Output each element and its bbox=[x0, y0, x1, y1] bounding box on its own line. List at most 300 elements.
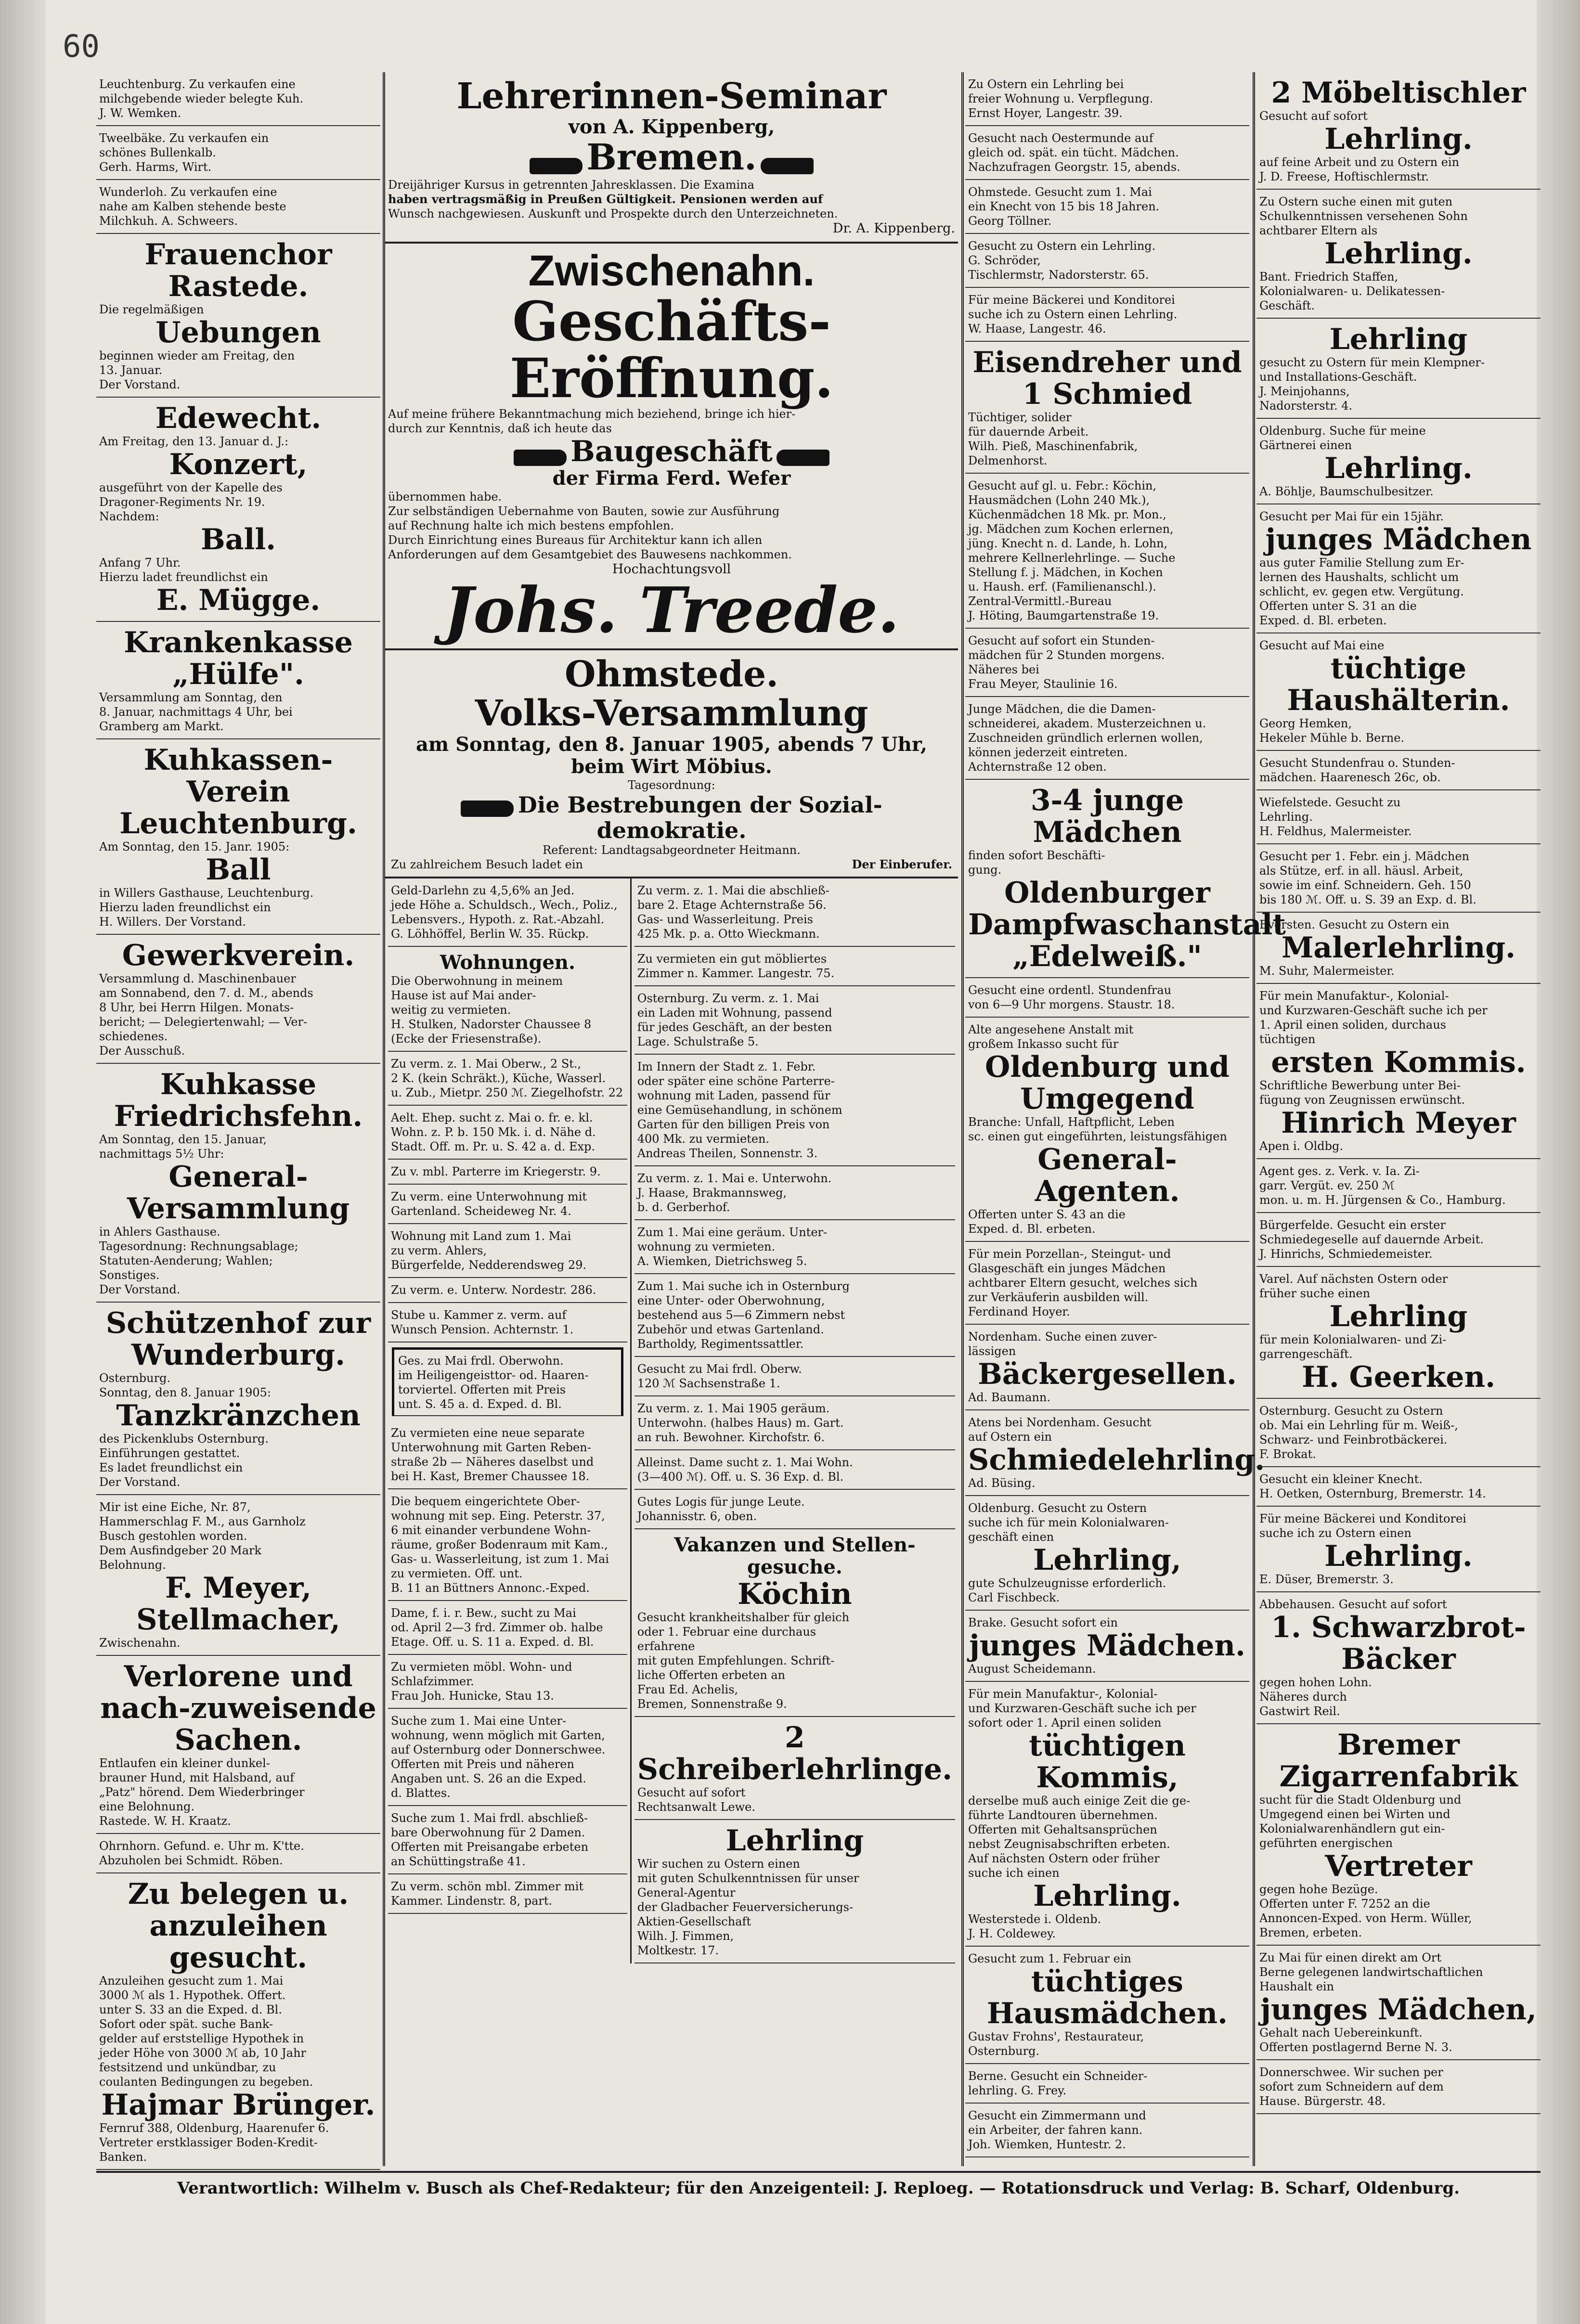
ad-line: Joh. Wiemken, Huntestr. 2. bbox=[968, 2138, 1126, 2151]
ad-line: Moltkestr. 17. bbox=[637, 1944, 719, 1958]
ad-line: früher suche einen bbox=[1259, 1287, 1371, 1300]
ohmstede-place: Ohmstede. bbox=[564, 653, 779, 695]
classified-ad bbox=[1256, 1213, 1541, 1267]
classified-ad bbox=[96, 622, 380, 739]
classified-ad bbox=[965, 1496, 1249, 1611]
ad-line: beginnen wieder am Freitag, den bbox=[99, 349, 295, 362]
ad-line: Hierzu laden freundlichst ein bbox=[99, 901, 271, 914]
column-2-right bbox=[630, 878, 958, 1963]
ad-line: Wir suchen zu Ostern einen bbox=[637, 1857, 800, 1871]
ad-line: an Schüttingstraße 41. bbox=[391, 1855, 526, 1869]
ad-signature: E. Mügge. bbox=[156, 583, 321, 617]
ad-line: Für meine Bäckerei und Konditorei bbox=[968, 293, 1175, 307]
classified-ad bbox=[635, 947, 955, 986]
ad-headline: Lehrling. bbox=[1324, 452, 1473, 485]
ad-line: Wohnung mit Land zum 1. Mai bbox=[391, 1229, 571, 1243]
classified-ad bbox=[96, 1834, 380, 1873]
ad-line: Gesucht auf sofort ein Stunden- bbox=[968, 634, 1155, 647]
ad-line: nebst Zeugnisabschriften erbeten. bbox=[968, 1837, 1170, 1851]
ad-line: Zu verm. z. 1. Mai die abschließ- bbox=[637, 884, 829, 898]
ad-line: Bant. Friedrich Staffen, bbox=[1259, 270, 1399, 284]
ad-title: Edewecht. bbox=[155, 401, 322, 435]
classified-ad bbox=[965, 1682, 1249, 1947]
ad-line: suche ich zu Ostern einen bbox=[1259, 1526, 1412, 1540]
classified-ad bbox=[388, 1421, 627, 1489]
seminar-line: haben vertragsmäßig in Preußen Gültigkeit. Pensionen werden auf bbox=[388, 192, 823, 206]
ad-line: achtbarer Eltern als bbox=[1259, 224, 1378, 237]
ad-line: Abzuholen bei Schmidt. Röben. bbox=[99, 1854, 283, 1867]
ad-line: Unterwohnung mit Garten Reben- bbox=[391, 1441, 591, 1455]
ad-line: mit guten Empfehlungen. Schrift- bbox=[637, 1654, 835, 1668]
ad-line: Gustav Frohns', Restaurateur, bbox=[968, 2030, 1144, 2043]
ad-line: Zu verm. z. 1. Mai Oberw., 2 St., bbox=[391, 1057, 582, 1071]
ad-line: J. Meinjohanns, bbox=[1259, 385, 1350, 398]
ad-line: Exped. d. Bl. erbeten. bbox=[1259, 614, 1387, 627]
classified-ad bbox=[965, 2064, 1249, 2104]
ad-headline: Ball. bbox=[200, 523, 276, 556]
ad-line: Delmenhorst. bbox=[968, 454, 1048, 467]
classified-ad bbox=[635, 1450, 955, 1490]
ad-line: Offerten unter F. 7252 an die bbox=[1259, 1897, 1430, 1911]
ad-headline: Lehrling. bbox=[1033, 1879, 1181, 1913]
classified-ad bbox=[965, 126, 1249, 180]
ad-line: auf Ostern ein bbox=[968, 1430, 1052, 1444]
ad-line: Die bequem eingerichtete Ober- bbox=[391, 1495, 580, 1509]
seminar-city: Bremen. bbox=[586, 137, 757, 179]
ad-line: Oldenburg. Gesucht zu Ostern bbox=[968, 1501, 1147, 1515]
ad-line: erfahrene bbox=[637, 1640, 695, 1653]
classified-ad bbox=[1256, 844, 1541, 913]
ad-line: Kolonialwarenhändlern gut ein- bbox=[1259, 1822, 1445, 1835]
pointing-hand-icon bbox=[761, 158, 814, 174]
classified-ad bbox=[388, 1160, 627, 1185]
ad-line: Berne gelegenen landwirtschaftlichen bbox=[1259, 1965, 1483, 1979]
ad-line: Alleinst. Dame sucht z. 1. Mai Wohn. bbox=[637, 1456, 853, 1470]
ad-line: Offerten mit Preisangabe erbeten bbox=[391, 1840, 589, 1854]
ad-line: u. Zub., Mietpr. 250 ℳ. Ziegelhofstr. 22 bbox=[391, 1086, 623, 1100]
ad-line: 3000 ℳ als 1. Hypothek. Offert. bbox=[99, 1988, 286, 2002]
ad-line: 6 mit einander verbundene Wohn- bbox=[391, 1524, 591, 1537]
ad-line: Gastwirt Reil. bbox=[1259, 1704, 1340, 1718]
ad-headline: Lehrling bbox=[725, 1824, 864, 1858]
ad-line: mit guten Schulkenntnissen für unser bbox=[637, 1872, 859, 1885]
classified-ad bbox=[96, 1303, 380, 1495]
ad-line: M. Suhr, Malermeister. bbox=[1259, 964, 1395, 978]
ad-line: bis 180 ℳ. Off. u. S. 39 an Exp. d. Bl. bbox=[1259, 893, 1476, 906]
ad-line: (Ecke der Friesenstraße). bbox=[391, 1032, 542, 1046]
classified-ad bbox=[388, 1601, 627, 1655]
ad-line: Leuchtenburg. Zu verkaufen eine bbox=[99, 77, 296, 91]
ad-line: bare Oberwohnung für 2 Damen. bbox=[391, 1826, 585, 1840]
ad-line: oder 1. Februar eine durchaus bbox=[637, 1625, 816, 1639]
ad-line: Offerten mit Preis und näheren bbox=[391, 1757, 574, 1771]
ad-line: Wunderloh. Zu verkaufen eine bbox=[99, 185, 277, 199]
classified-ad bbox=[1256, 1592, 1541, 1724]
ad-headline: Konzert, bbox=[169, 448, 308, 481]
ad-line: straße 2b — Näheres daselbst und bbox=[391, 1455, 594, 1469]
ad-line: wohnung mit sep. Eing. Peterstr. 37, bbox=[391, 1509, 605, 1523]
page-number: 60 bbox=[63, 29, 100, 65]
ad-line: auf Osternburg oder Donnerschwee. bbox=[391, 1743, 606, 1757]
ad-line: E. Düser, Bremerstr. 3. bbox=[1259, 1573, 1394, 1586]
ad-line: Tischlermstr, Nadorsterstr. 65. bbox=[968, 268, 1149, 282]
ad-line: Es ladet freundlichst ein bbox=[99, 1461, 243, 1474]
ohmstede-closing-row bbox=[388, 857, 955, 872]
ad-headline: F. Meyer, Stellmacher, bbox=[136, 1571, 340, 1637]
ad-line: freier Wohnung u. Verpflegung. bbox=[968, 92, 1153, 105]
classified-ad bbox=[96, 1495, 380, 1656]
ad-line: Westerstede i. Oldenb. bbox=[968, 1912, 1101, 1926]
ad-line: Geschäft. bbox=[1259, 299, 1315, 312]
ad-line: Johannisstr. 6, oben. bbox=[637, 1510, 757, 1524]
ad-headline: tüchtige Haushälterin. bbox=[1287, 652, 1510, 717]
ad-line: geführten energischen bbox=[1259, 1836, 1393, 1850]
ad-line: Gesucht nach Oestermunde auf bbox=[968, 131, 1153, 145]
ad-line: 8. Januar, nachmittags 4 Uhr, bei bbox=[99, 705, 293, 719]
ad-title: Vakanzen und Stellen-gesuche. bbox=[674, 1534, 916, 1579]
ohmstede-date: am Sonntag, den 8. Januar 1905, abends 7 Uhr, bbox=[416, 733, 927, 756]
ad-line: in Willers Gasthause, Leuchtenburg. bbox=[99, 886, 314, 900]
ad-line: Zu Ostern ein Lehrling bei bbox=[968, 77, 1124, 91]
ad-line: Sofort oder spät. suche Bank- bbox=[99, 2017, 273, 2031]
ad-line: Tagesordnung: Rechnungsablage; bbox=[99, 1239, 298, 1253]
ohmstede-agenda: Die Bestrebungen der Sozial-demokratie. bbox=[518, 791, 882, 843]
ad-line: mädchen für 2 Stunden morgens. bbox=[968, 648, 1165, 662]
classified-ad bbox=[965, 1947, 1249, 2064]
ad-line: Hierzu ladet freundlichst ein bbox=[99, 570, 268, 584]
ad-line: Der Ausschuß. bbox=[99, 1044, 185, 1058]
ad-line: Gesucht zum 1. Februar ein bbox=[968, 1952, 1131, 1965]
ad-title: Kuhkassen-Verein Leuchtenburg. bbox=[119, 743, 357, 840]
ad-line: des Pickenklubs Osternburg. bbox=[99, 1432, 269, 1446]
classified-ad bbox=[965, 1611, 1249, 1682]
ad-line: Dragoner-Regiments Nr. 19. bbox=[99, 495, 265, 509]
classified-ad bbox=[1256, 1399, 1541, 1467]
ad-line: unt. S. 45 a. d. Exped. d. Bl. bbox=[398, 1397, 562, 1411]
ad-line: Gas- u. Wasserleitung, ist zum 1. Mai bbox=[391, 1552, 609, 1566]
ad-line: Gesucht auf gl. u. Febr.: Köchin, bbox=[968, 479, 1157, 492]
ad-line: sucht für die Stadt Oldenburg und bbox=[1259, 1793, 1462, 1807]
ad-line: sofort zum Schneidern auf dem bbox=[1259, 2080, 1444, 2093]
ad-line: Entlaufen ein kleiner dunkel- bbox=[99, 1756, 270, 1770]
ad-line: Am Sonntag, den 15. Janr. 1905: bbox=[99, 840, 290, 853]
ad-line: Gesucht ein kleiner Knecht. bbox=[1259, 1472, 1423, 1486]
classified-ad bbox=[635, 1529, 955, 1717]
ad-line: General-Agentur bbox=[637, 1886, 736, 1900]
zwischenahn-intro bbox=[388, 407, 955, 436]
ad-line: festsitzend und unkündbar, zu bbox=[99, 2061, 276, 2074]
ad-line: Näheres bei bbox=[968, 663, 1039, 676]
ad-line: J. W. Wemken. bbox=[99, 106, 181, 120]
zwischenahn-line: Anforderungen auf dem Gesamtgebiet des Bauwesens nachkommen. bbox=[388, 548, 792, 562]
ad-line: räume, großer Bodenraum mit Kam., bbox=[391, 1538, 608, 1552]
ad-line: Küchenmädchen 18 Mk. pr. Mon., bbox=[968, 508, 1166, 521]
column-rule bbox=[961, 72, 964, 2166]
ohmstede-title: Volks-Versammlung bbox=[475, 693, 868, 735]
ad-headline: Malerlehrling. bbox=[1281, 931, 1516, 965]
ad-headline: Oldenburger Dampfwaschanstalt „Edelweiß." bbox=[968, 876, 1286, 973]
ad-line: Angaben unt. S. 26 an die Exped. bbox=[391, 1772, 586, 1786]
ad-line: suche ich für mein Kolonialwaren- bbox=[968, 1516, 1169, 1529]
zwischenahn-line: übernommen habe. bbox=[388, 490, 502, 504]
ad-line: Hekeler Mühle b. Berne. bbox=[1259, 731, 1405, 745]
ad-line: gelder auf erststellige Hypothek in bbox=[99, 2032, 304, 2045]
ad-line: eine Gemüsehandlung, in schönem bbox=[637, 1103, 842, 1117]
ad-line: im Heiligengeisttor- od. Haaren- bbox=[398, 1369, 589, 1382]
classified-ad bbox=[388, 1806, 627, 1874]
classified-ad bbox=[1256, 419, 1541, 504]
ad-line: H. Oetken, Osternburg, Bremerstr. 14. bbox=[1259, 1487, 1486, 1500]
ad-headline: 2 Schreiberlehrlinge. bbox=[637, 1721, 952, 1787]
ad-line: lässigen bbox=[968, 1344, 1016, 1358]
ad-line: August Scheidemann. bbox=[968, 1662, 1096, 1676]
ad-line: Wiefelstede. Gesucht zu bbox=[1259, 796, 1401, 809]
ad-line: Bürgerfelde. Gesucht ein erster bbox=[1259, 1218, 1446, 1232]
ad-line: Nachdem: bbox=[99, 510, 159, 523]
ad-line: Ges. zu Mai frdl. Oberwohn. bbox=[398, 1354, 564, 1368]
ad-headline: Uebungen bbox=[155, 316, 321, 349]
imprint-footer: Verantwortlich: Wilhelm v. Busch als Chef-Redakteur; für den Anzeigenteil: J. Reploeg. — Rotationsdruck und Verlag: B. Scharf, Oldenburg. bbox=[96, 2171, 1541, 2198]
classified-ad bbox=[388, 947, 627, 1052]
ad-line: B. 11 an Büttners Annonc.-Exped. bbox=[391, 1581, 590, 1595]
classified-ad bbox=[1256, 913, 1541, 984]
classified-ad bbox=[965, 234, 1249, 288]
zwischenahn-greeting: Hochachtungsvoll bbox=[612, 562, 731, 577]
ad-line: Statuten-Aenderung; Wahlen; bbox=[99, 1254, 273, 1267]
ad-line: schneiderei, akadem. Musterzeichnen u. bbox=[968, 717, 1206, 730]
ad-line: bericht; — Delegiertenwahl; — Ver- bbox=[99, 1015, 308, 1029]
ad-line: Nordenham. Suche einen zuver- bbox=[968, 1330, 1157, 1343]
seminar-line: Wunsch nachgewiesen. Auskunft und Prospekte durch den Unterzeichneten. bbox=[388, 207, 838, 220]
ad-line: Gesucht auf sofort bbox=[1259, 109, 1368, 123]
ad-line: Osternburg. bbox=[968, 2044, 1040, 2058]
ad-line: gegen hohe Bezüge. bbox=[1259, 1883, 1378, 1896]
ad-line: Georg Hemken, bbox=[1259, 717, 1352, 730]
ad-title: Kuhkasse Friedrichsfehn. bbox=[114, 1068, 363, 1133]
classified-ad bbox=[96, 398, 380, 622]
ad-line: A. Böhlje, Baumschulbesitzer. bbox=[1259, 485, 1434, 498]
ad-line: Zu vermieten möbl. Wohn- und bbox=[391, 1660, 572, 1674]
ad-line: Lage. Schulstraße 5. bbox=[637, 1035, 759, 1049]
ad-line: Nachzufragen Georgstr. 15, abends. bbox=[968, 160, 1180, 174]
ad-line: Bürgerfelde, Nedderendsweg 29. bbox=[391, 1258, 587, 1272]
ad-line: sc. einen gut eingeführten, leistungsfähigen bbox=[968, 1130, 1227, 1143]
ad-line: als Stütze, erf. in all. häusl. Arbeit, bbox=[1259, 864, 1463, 878]
ad-line: Etage. Off. u. S. 11 a. Exped. d. Bl. bbox=[391, 1635, 594, 1649]
ad-line: Im Innern der Stadt z. 1. Febr. bbox=[637, 1060, 816, 1074]
ad-line: weitig zu vermieten. bbox=[391, 1003, 511, 1017]
ad-line: Anfang 7 Uhr. bbox=[99, 556, 181, 569]
ad-line: Kammer. Lindenstr. 8, part. bbox=[391, 1894, 553, 1908]
classified-ad bbox=[635, 1220, 955, 1274]
ad-line: bei H. Kast, Bremer Chaussee 18. bbox=[391, 1470, 590, 1484]
ad-line: Ohrnhorn. Gefund. e. Uhr m. K'tte. bbox=[99, 1839, 304, 1853]
classified-ad bbox=[1256, 504, 1541, 633]
ad-line: bare 2. Etage Achternstraße 56. bbox=[637, 898, 827, 912]
ad-line: Donnerschwee. Wir suchen per bbox=[1259, 2066, 1443, 2079]
ohmstede-closing: Zu zahlreichem Besuch ladet ein bbox=[391, 858, 583, 872]
ad-line: H. Willers. Der Vorstand. bbox=[99, 915, 246, 929]
ad-line: Lehrling. bbox=[1259, 810, 1313, 824]
ad-headline: Hajmar Brünger. bbox=[101, 2088, 376, 2122]
ad-line: Glasgeschäft ein junges Mädchen bbox=[968, 1262, 1166, 1275]
pointing-hand-icon bbox=[530, 158, 583, 174]
ad-line: d. Blattes. bbox=[391, 1786, 451, 1800]
ad-line: 425 Mk. p. a. Otto Wieckmann. bbox=[637, 927, 820, 941]
classified-ad bbox=[96, 739, 380, 935]
ad-line: Offerten mit Gehaltsansprüchen bbox=[968, 1823, 1157, 1836]
ohmstede-speaker: Referent: Landtagsabgeordneter Heitmann. bbox=[543, 843, 801, 857]
ad-headline: 3-4 junge Mädchen bbox=[1030, 784, 1184, 849]
classified-ad bbox=[1256, 319, 1541, 419]
ad-line: Dame, f. i. r. Bew., sucht zu Mai bbox=[391, 1606, 576, 1620]
ad-headline: ersten Kommis. bbox=[1271, 1046, 1526, 1079]
ad-line: Zu verm. z. 1. Mai 1905 geräum. bbox=[637, 1402, 830, 1416]
ad-line: ob. Mai ein Lehrling für m. Weiß-, bbox=[1259, 1419, 1458, 1432]
ad-line: Osternburg. Gesucht zu Ostern bbox=[1259, 1404, 1443, 1418]
ad-headline: Schmiedelehrling. bbox=[968, 1443, 1265, 1477]
ad-line: Hause. Bürgerstr. 48. bbox=[1259, 2094, 1386, 2108]
page-right-edge bbox=[1537, 0, 1580, 2324]
classified-ad bbox=[965, 342, 1249, 474]
ad-line: Abbehausen. Gesucht auf sofort bbox=[1259, 1598, 1447, 1611]
ad-line: Für mein Manufaktur-, Kolonial- bbox=[1259, 989, 1449, 1003]
ad-line: Ad. Büsing. bbox=[968, 1476, 1036, 1490]
ohmstede-ad bbox=[385, 650, 958, 879]
ad-line: ein Arbeiter, der fahren kann. bbox=[968, 2123, 1143, 2137]
ad-line: Ferdinand Hoyer. bbox=[968, 1305, 1070, 1318]
ad-line: unter S. 33 an die Exped. d. Bl. bbox=[99, 2003, 282, 2016]
ad-line: 120 ℳ Sachsenstraße 1. bbox=[637, 1377, 780, 1391]
ad-line: Wilh. Pieß, Maschinenfabrik, bbox=[968, 439, 1138, 453]
ad-headline: Eisendreher und 1 Schmied bbox=[972, 346, 1242, 411]
classified-ad bbox=[1256, 72, 1541, 190]
ad-headline: Lehrling bbox=[1329, 1300, 1468, 1333]
ad-headline: Lehrling. bbox=[1324, 122, 1473, 156]
ad-line: „Patz" hörend. Dem Wiederbringer bbox=[99, 1785, 305, 1799]
ad-line: fügung von Zeugnissen erwünscht. bbox=[1259, 1093, 1465, 1107]
classified-ad bbox=[388, 878, 627, 947]
ad-line: jüng. Knecht n. d. Lande, h. Lohn, bbox=[968, 537, 1168, 550]
classified-ad bbox=[965, 1018, 1249, 1242]
ad-headline: Vertreter bbox=[1325, 1849, 1472, 1883]
zwischenahn-signature: Johs. Treede. bbox=[443, 573, 900, 647]
ad-line: Varel. Auf nächsten Ostern oder bbox=[1259, 1272, 1448, 1286]
ad-line: und Kurzwaren-Geschäft suche ich per bbox=[968, 1702, 1196, 1715]
ad-line: Kolonialwaren- u. Delikatessen- bbox=[1259, 284, 1445, 298]
ad-line: brauner Hund, mit Halsband, auf bbox=[99, 1771, 295, 1784]
classified-ad bbox=[388, 1185, 627, 1224]
ad-line: coulanten Bedingungen zu begeben. bbox=[99, 2075, 313, 2089]
ad-line: oder später eine schöne Parterre- bbox=[637, 1074, 835, 1088]
ad-line: Branche: Unfall, Haftpflicht, Leben bbox=[968, 1115, 1175, 1129]
ad-line: Für meine Bäckerei und Konditorei bbox=[1259, 1512, 1466, 1525]
ad-line: Frau Joh. Hunicke, Stau 13. bbox=[391, 1689, 554, 1703]
ad-line: Stube u. Kammer z. verm. auf bbox=[391, 1308, 567, 1322]
ad-line: Zu vermieten ein gut möbliertes bbox=[637, 952, 827, 966]
classified-ad bbox=[635, 1055, 955, 1166]
ad-line: bestehend aus 5—6 Zimmern nebst bbox=[637, 1308, 845, 1322]
ad-line: Anzuleihen gesucht zum 1. Mai bbox=[99, 1974, 284, 1988]
ad-line: suche ich zu Ostern einen Lehrling. bbox=[968, 308, 1178, 321]
ad-line: Ernst Hoyer, Langestr. 39. bbox=[968, 106, 1123, 120]
ad-line: W. Haase, Langestr. 46. bbox=[968, 322, 1106, 336]
ad-line: Suche zum 1. Mai frdl. abschließ- bbox=[391, 1811, 588, 1825]
column-2 bbox=[385, 72, 958, 2166]
ad-line: Zu Mai für einen direkt am Ort bbox=[1259, 1951, 1442, 1964]
ad-line: Gesucht ein Zimmermann und bbox=[968, 2109, 1146, 2122]
ad-line: Berne. Gesucht ein Schneider- bbox=[968, 2069, 1148, 2083]
ad-line: Schulkenntnissen versehenen Sohn bbox=[1259, 209, 1468, 223]
ad-line: tüchtigen bbox=[1259, 1033, 1316, 1046]
ad-headline: Lehrling. bbox=[1324, 1539, 1473, 1573]
ad-line: Zubehör und etwas Gartenland. bbox=[637, 1323, 824, 1337]
ad-line: Ohmstede. Gesucht zum 1. Mai bbox=[968, 185, 1152, 199]
ad-headline: General-Versammlung bbox=[127, 1160, 350, 1226]
ad-line: Gerh. Harms, Wirt. bbox=[99, 160, 212, 174]
ad-line: Wohn. z. P. b. 150 Mk. i. d. Nähe d. bbox=[391, 1125, 596, 1139]
ad-line: Gutes Logis für junge Leute. bbox=[637, 1495, 805, 1509]
ad-line: auf feine Arbeit und zu Ostern ein bbox=[1259, 155, 1460, 169]
ad-line: Agent ges. z. Verk. v. Ia. Zi- bbox=[1259, 1164, 1420, 1178]
zwischenahn-text bbox=[388, 490, 955, 562]
ad-line: Osternburg. Zu verm. z. 1. Mai bbox=[637, 992, 819, 1006]
ad-line: Mir ist eine Eiche, Nr. 87, bbox=[99, 1500, 251, 1514]
ad-line: Zum 1. Mai eine geräum. Unter- bbox=[637, 1226, 828, 1239]
ad-line: u. Haush. erf. (Familienanschl.). bbox=[968, 580, 1156, 594]
ad-line: jede Höhe a. Schuldsch., Wech., Poliz., bbox=[391, 898, 618, 912]
ad-line: in Ahlers Gasthause. bbox=[99, 1225, 220, 1239]
ad-line: Gärtnerei einen bbox=[1259, 439, 1352, 452]
classified-ad bbox=[635, 1396, 955, 1450]
ad-line: Gesucht per 1. Febr. ein j. Mädchen bbox=[1259, 850, 1469, 863]
classified-ad bbox=[1256, 2060, 1541, 2114]
classified-ad bbox=[388, 1489, 627, 1601]
classified-ad bbox=[1256, 984, 1541, 1159]
column-2-left bbox=[385, 878, 630, 1963]
ad-headline: tüchtiges Hausmädchen. bbox=[986, 1965, 1228, 2030]
ad-line: zur Verkäuferin ausbilden will. bbox=[968, 1291, 1149, 1304]
ad-line: Gramberg am Markt. bbox=[99, 720, 224, 733]
classified-ad bbox=[965, 72, 1249, 126]
ad-line: wohnung zu vermieten. bbox=[637, 1240, 776, 1254]
ad-line: nahe am Kalben stehende beste bbox=[99, 200, 286, 213]
ad-line: ein Laden mit Wohnung, passend bbox=[637, 1006, 832, 1020]
ad-line: 1. April einen soliden, durchaus bbox=[1259, 1018, 1446, 1032]
ad-line: Alte angesehene Anstalt mit bbox=[968, 1023, 1134, 1036]
ad-line: Gesucht krankheitshalber für gleich bbox=[637, 1611, 850, 1625]
classified-ad bbox=[96, 126, 380, 180]
pointing-hand-icon bbox=[777, 450, 829, 466]
ad-title: Zu belegen u. anzuleihen gesucht. bbox=[128, 1877, 349, 1975]
classified-ad bbox=[965, 697, 1249, 780]
column-3 bbox=[965, 72, 1286, 2166]
ad-line: lernen des Haushalts, schlicht um bbox=[1259, 570, 1459, 584]
ad-line: Gesucht zu Mai frdl. Oberw. bbox=[637, 1362, 802, 1376]
ad-headline: junges Mädchen, bbox=[1260, 1993, 1537, 2027]
ad-line: Zu vermieten eine neue separate bbox=[391, 1426, 585, 1440]
ad-headline: Ball bbox=[206, 853, 271, 887]
ad-line: Andreas Theilen, Sonnenstr. 3. bbox=[637, 1147, 818, 1161]
ohmstede-venue: beim Wirt Möbius. bbox=[571, 755, 772, 778]
ad-line: J. Höting, Baumgartenstraße 19. bbox=[968, 609, 1159, 622]
ad-line: Gehalt nach Uebereinkunft. bbox=[1259, 2026, 1423, 2040]
ad-line: F. Brokat. bbox=[1259, 1447, 1316, 1461]
classified-ad bbox=[965, 288, 1249, 342]
ad-line: Auf nächsten Ostern oder früher bbox=[968, 1852, 1160, 1865]
ad-line: Schlafzimmer. bbox=[391, 1675, 474, 1689]
ad-line: suche ich einen bbox=[968, 1866, 1060, 1880]
